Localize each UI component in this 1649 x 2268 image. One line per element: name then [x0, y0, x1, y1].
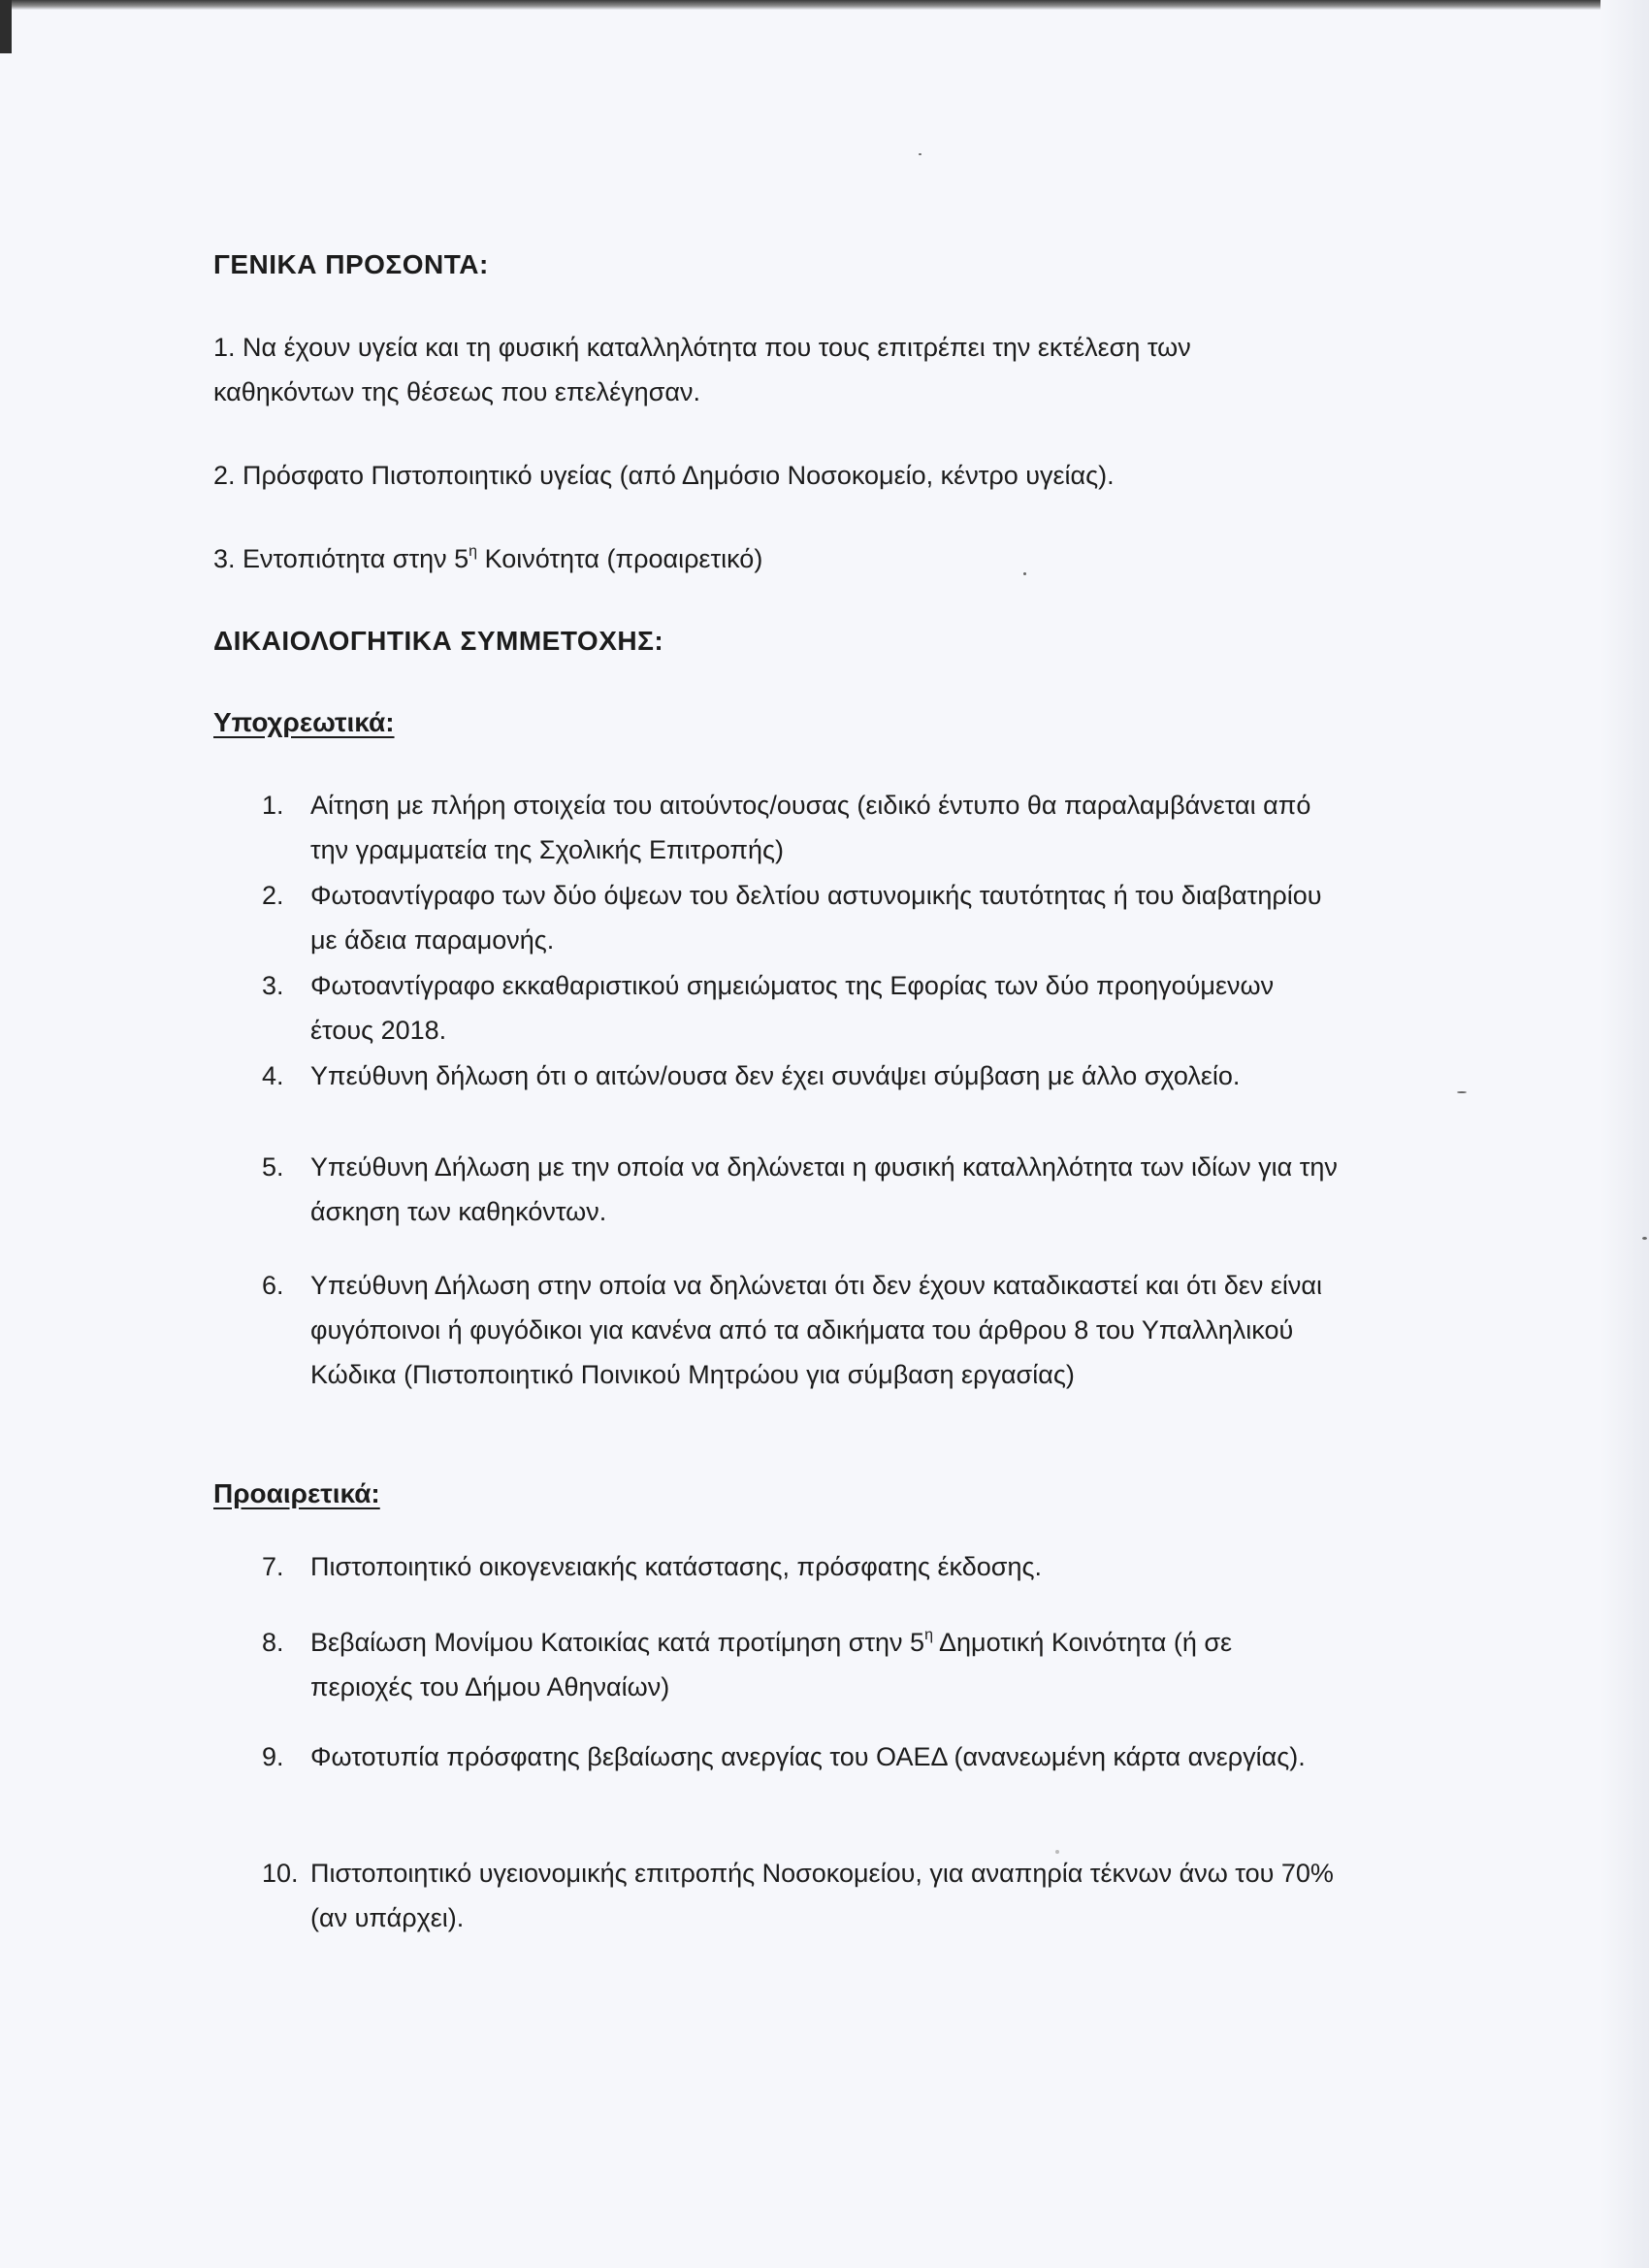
scan-right-edge	[1600, 0, 1649, 2268]
item-text	[310, 1620, 1339, 1709]
general-item-3-sup: η	[469, 543, 478, 560]
item-number: 4.	[262, 1061, 284, 1090]
scan-speck	[1457, 1091, 1467, 1093]
item-number: 8.	[262, 1628, 284, 1657]
documents-heading: ΔΙΚΑΙΟΛΟΓΗΤΙΚΑ ΣΥΜΜΕΤΟΧΗΣ:	[213, 626, 664, 656]
mandatory-item	[262, 873, 1339, 962]
item-number: 6.	[262, 1271, 284, 1300]
item-number: 7.	[262, 1552, 284, 1581]
optional-item	[262, 1544, 1339, 1589]
item-text-prefix: Βεβαίωση Μονίμου Κατοικίας κατά προτίμηση στην 5	[310, 1628, 925, 1657]
item-text: Φωτοαντίγραφο των δύο όψεων του δελτίου αστυνομικής ταυτότητας ή του διαβατηρίου με άδεια παραμονής.	[310, 881, 1322, 955]
general-item-1: 1. Να έχουν υγεία και τη φυσική καταλληλότητα που τους επιτρέπει την εκτέλεση των καθηκόντων της θέσεως που επελέγησαν.	[213, 333, 1191, 406]
mandatory-label: Υποχρεωτικά:	[213, 707, 395, 737]
optional-label: Προαιρετικά:	[213, 1478, 380, 1508]
item-number: 3.	[262, 971, 284, 1000]
mandatory-item	[262, 1145, 1339, 1234]
mandatory-item	[262, 1263, 1339, 1397]
general-item-2: 2. Πρόσφατο Πιστοποιητικό υγείας (από Δημόσιο Νοσοκομείο, κέντρο υγείας).	[213, 461, 1115, 490]
item-text: Αίτηση με πλήρη στοιχεία του αιτούντος/ουσας (ειδικό έντυπο θα παραλαμβάνεται από την γραμματεία της Σχολικής Επιτροπής)	[310, 791, 1311, 864]
item-text: Υπεύθυνη Δήλωση με την οποία να δηλώνεται η φυσική καταλληλότητα των ιδίων για την άσκηση των καθηκόντων.	[310, 1152, 1338, 1226]
mandatory-item	[262, 1053, 1339, 1098]
item-text: Φωτοαντίγραφο εκκαθαριστικού σημειώματος της Εφορίας των δύο προηγούμενων έτους 2018.	[310, 971, 1275, 1045]
general-item-3-suffix: Κοινότητα (προαιρετικό)	[477, 544, 763, 573]
scan-top-edge	[0, 0, 1649, 10]
item-number: 5.	[262, 1152, 284, 1182]
item-text: Πιστοποιητικό οικογενειακής κατάστασης, πρόσφατης έκδοσης.	[310, 1552, 1042, 1581]
item-text-sup: η	[924, 1627, 933, 1643]
item-number: 1.	[262, 791, 284, 820]
optional-item	[262, 1620, 1339, 1709]
optional-item	[262, 1734, 1339, 1779]
item-text: Φωτοτυπία πρόσφατης βεβαίωσης ανεργίας του ΟΑΕΔ (ανανεωμένη κάρτα ανεργίας).	[310, 1742, 1306, 1771]
mandatory-item	[262, 783, 1339, 872]
item-number: 10.	[262, 1859, 299, 1888]
optional-item	[262, 1851, 1339, 1940]
item-text: Πιστοποιητικό υγειονομικής επιτροπής Νοσοκομείου, για αναπηρία τέκνων άνω του 70% (αν υπάρχει).	[310, 1859, 1334, 1932]
item-number: 2.	[262, 881, 284, 910]
item-text: Υπεύθυνη Δήλωση στην οποία να δηλώνεται ότι δεν έχουν καταδικαστεί και ότι δεν είναι φυγόποινοι ή φυγόδικοι για κανένα από τα αδικήματα του άρθρου 8 του Υπαλληλικού Κώδικα (Πιστοποιητικό Ποινικού Μητρώου για σύμβαση εργασίας)	[310, 1271, 1323, 1389]
scan-speck	[919, 153, 922, 155]
item-text: Υπεύθυνη δήλωση ότι ο αιτών/ουσα δεν έχει συνάψει σύμβαση με άλλο σχολείο.	[310, 1061, 1241, 1090]
mandatory-item	[262, 963, 1339, 1053]
item-number: 9.	[262, 1742, 284, 1771]
general-item-3-prefix: 3. Εντοπιότητα στην 5	[213, 544, 469, 573]
scan-speck	[1642, 1237, 1647, 1240]
item-text-suffix: Δημοτική Κοινότητα (ή σε περιοχές του Δήμου Αθηναίων)	[310, 1628, 1233, 1701]
general-item-3	[213, 536, 1319, 581]
scan-left-edge	[0, 0, 12, 53]
general-heading: ΓΕΝΙΚΑ ΠΡΟΣΟΝΤΑ:	[213, 249, 489, 279]
